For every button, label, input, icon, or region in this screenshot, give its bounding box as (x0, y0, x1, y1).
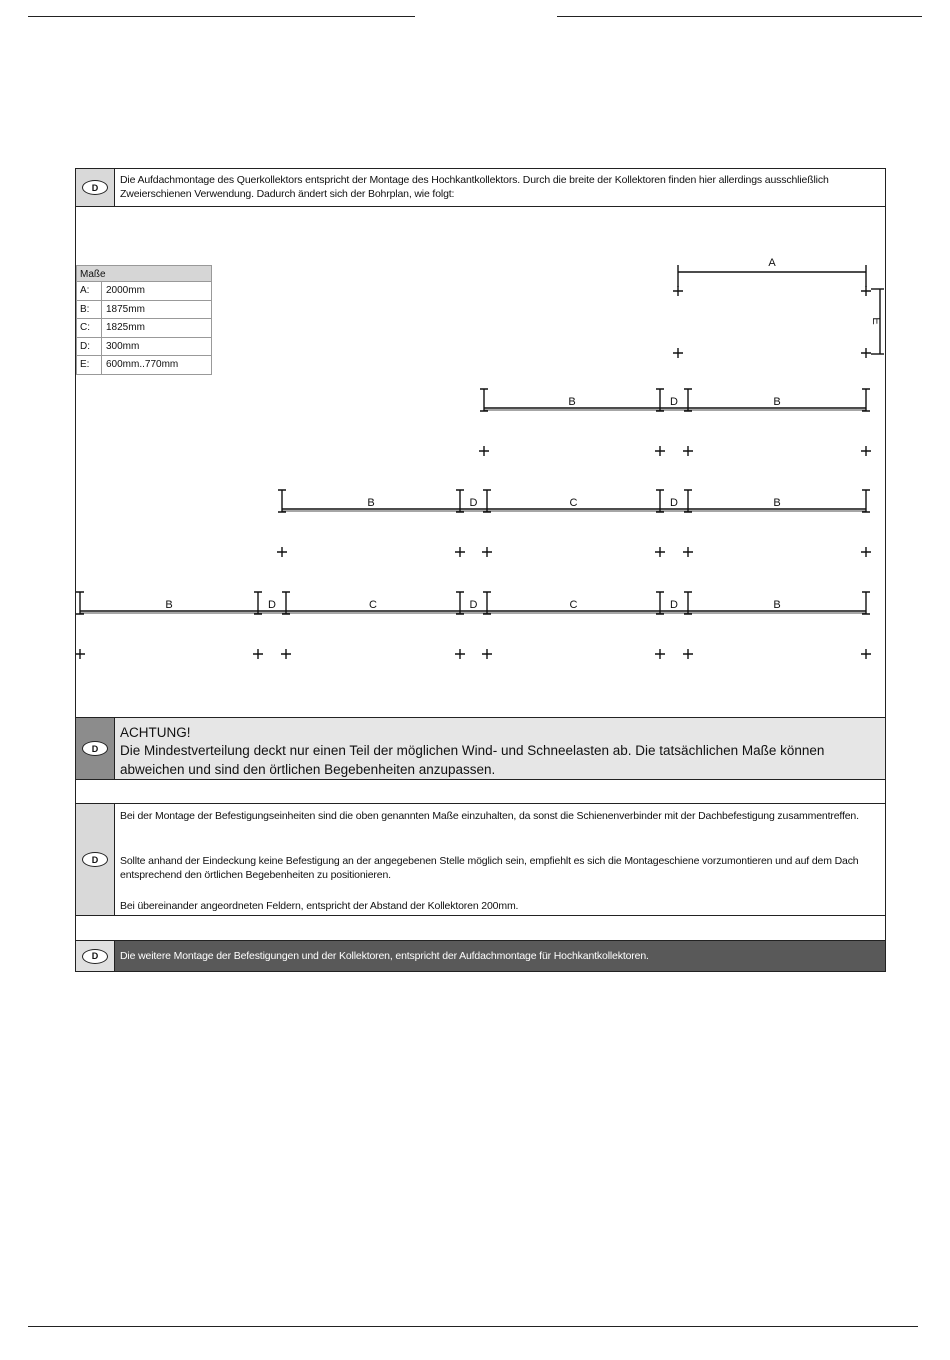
notes-paragraph-3: Bei übereinander angeordneten Feldern, entspricht der Abstand der Kollektoren 200mm. (120, 900, 519, 912)
dimension-label: B (773, 497, 781, 509)
lang-badge-d: D (82, 852, 108, 867)
dimension-value: 300mm (106, 340, 140, 352)
dimension-label: B (568, 396, 576, 408)
drill-hole-mark (861, 547, 871, 557)
lang-badge-d: D (82, 180, 108, 195)
footer-note-text: Die weitere Montage der Befestigungen und der Kollektoren, entspricht der Aufdachmontage für Hochkantkollektoren. (120, 950, 649, 962)
notes-paragraph-1: Bei der Montage der Befestigungseinheiten sind die oben genannten Maße einzuhalten, da sonst die Schienenverbinder mit der Dachbefestigung zusammentreffen. (120, 810, 859, 822)
drill-hole-mark (455, 547, 465, 557)
drill-hole-mark (482, 547, 492, 557)
dimension-label: D (469, 599, 478, 611)
bottom-rule (28, 1326, 918, 1327)
dimension-label: E (870, 317, 882, 325)
dimension-label: C (569, 599, 578, 611)
dimension-label: D (670, 396, 678, 408)
drill-hole-mark (479, 446, 489, 456)
dimension-label: C (569, 497, 578, 509)
footer-note-section (76, 940, 885, 971)
drill-hole-mark (655, 547, 665, 557)
notes-lang-cell (76, 804, 115, 915)
drilling-plan-diagram (76, 207, 885, 717)
lang-badge-d: D (82, 949, 108, 964)
dimension-key: D: (77, 338, 102, 356)
intro-section (76, 169, 885, 207)
dimensions-table-header: Maße (76, 265, 212, 282)
drill-hole-mark (683, 547, 693, 557)
warning-section (76, 717, 885, 780)
warning-text: Die Mindestverteilung deckt nur einen Teil der möglichen Wind- und Schneelasten ab. Die tatsächlichen Maße können abweichen und sind den örtlichen Begebenheiten anzupassen. (120, 743, 825, 777)
notes-section (76, 803, 885, 916)
drill-hole-mark (861, 348, 871, 358)
drill-hole-mark (683, 446, 693, 456)
dimension-key: C: (77, 319, 102, 337)
dimension-value: 1825mm (106, 322, 145, 333)
drill-hole-mark (482, 649, 492, 659)
content-frame (75, 168, 886, 972)
drill-hole-mark (861, 446, 871, 456)
dimension-label: D (469, 497, 478, 509)
dimension-key: E: (77, 356, 102, 374)
drill-hole-mark (76, 649, 85, 659)
dimension-label: B (773, 599, 781, 611)
drill-hole-mark (861, 649, 871, 659)
dimension-label: B (367, 497, 375, 509)
drill-hole-mark (655, 649, 665, 659)
drill-hole-mark (673, 348, 683, 358)
drill-hole-mark (673, 286, 683, 296)
top-rule-left (28, 16, 415, 17)
drill-hole-mark (281, 649, 291, 659)
drill-hole-mark (683, 649, 693, 659)
footer-lang-cell (76, 941, 115, 971)
warning-title: ACHTUNG! (120, 725, 191, 740)
drill-hole-mark (277, 547, 287, 557)
dimension-label: B (165, 599, 173, 611)
drill-hole-mark (253, 649, 263, 659)
drill-hole-mark (861, 286, 871, 296)
dimension-value: 1875mm (106, 303, 145, 315)
intro-text: Die Aufdachmontage des Querkollektors entspricht der Montage des Hochkantkollektors. Durch die breite der Kollektoren finden hier allerdings ausschließlich Zweierschienen Verwendung. Dadurch ändert sich der Bohrplan, wie folgt: (120, 174, 829, 200)
dimension-label: B (773, 396, 781, 408)
drill-hole-mark (655, 446, 665, 456)
dimension-label: C (369, 599, 377, 611)
dimension-label: D (268, 599, 276, 611)
top-rule-right (557, 16, 922, 17)
dimension-value: 600mm..770mm (106, 359, 179, 370)
drill-hole-mark (455, 649, 465, 659)
dimension-key: B: (77, 301, 102, 319)
intro-lang-cell (76, 169, 115, 206)
dimension-label: A (768, 257, 776, 269)
lang-badge-d: D (82, 741, 108, 756)
warning-lang-cell (76, 718, 115, 779)
dimension-key: A: (77, 282, 102, 300)
dimension-label: D (670, 599, 678, 611)
dimension-value: 2000mm (106, 285, 145, 296)
dimension-label: D (670, 497, 678, 509)
notes-paragraph-2: Sollte anhand der Eindeckung keine Befestigung an der angegebenen Stelle möglich sein, empfiehlt es sich die Montageschiene vorzumontieren und auf dem Dach entsprechend den örtlichen Begebenheiten zu positionieren. (120, 855, 859, 881)
